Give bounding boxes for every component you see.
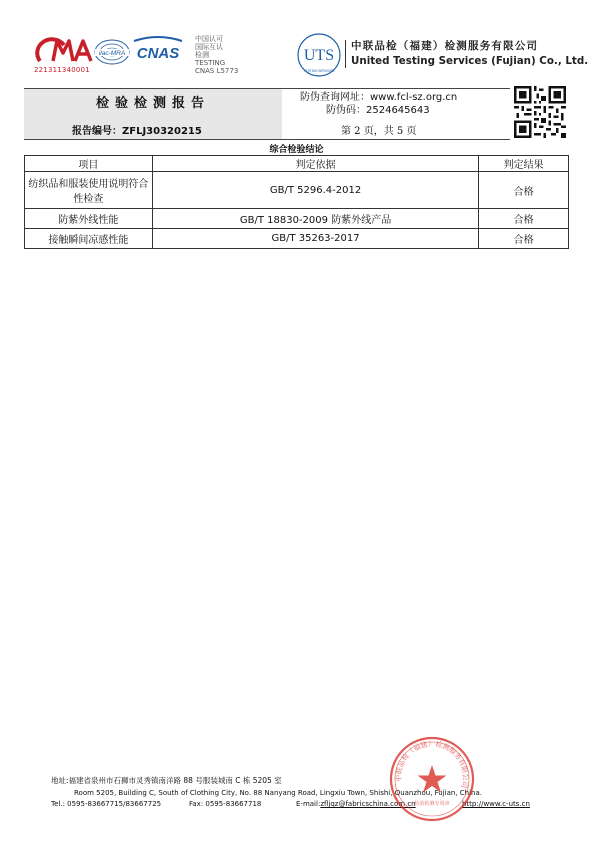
- verification-code: 防伪码：2524645643: [326, 105, 430, 116]
- svg-text:检验检测专用章: 检验检测专用章: [414, 801, 450, 807]
- footer-address-cn: 地址:福建省泉州市石狮市灵秀镇南洋路 88 号服装城南 C 栋 5205 室: [51, 776, 282, 785]
- footer-address-en: Room 5205, Building C, South of Clothing City, No. 88 Nanyang Road, Lingxiu Town, Shishi, Quanzhou, Fujian, China.: [74, 789, 483, 797]
- svg-text:ilac-MRA: ilac-MRA: [98, 50, 126, 57]
- ilac-mra-logo: [92, 37, 132, 67]
- cell-result: 合格: [479, 229, 569, 249]
- cnas-accreditation-text: 中国认可 国际互认 检测 TESTING CNAS L5773: [195, 35, 239, 75]
- cell-basis: GB/T 35263-2017: [152, 229, 479, 249]
- page-indicator: 第 2 页，共 5 页: [341, 126, 417, 137]
- company-name-en: United Testing Services (Fujian) Co., Ltd.: [351, 55, 589, 67]
- header-basis: 判定依据: [152, 156, 479, 172]
- svg-text:CNAS: CNAS: [136, 45, 180, 62]
- footer-tel: Tel.: 0595-83667715/83667725: [51, 800, 162, 808]
- table-row: [25, 209, 569, 229]
- report-title: 检验检测报告: [95, 96, 210, 111]
- cell-result: 合格: [479, 172, 569, 209]
- cell-basis: GB/T 5296.4-2012: [152, 172, 479, 209]
- cma-code: 221311340001: [34, 66, 90, 74]
- website-link[interactable]: http://www.c-uts.cn: [462, 800, 530, 808]
- cnas-logo: [130, 35, 186, 67]
- header-result: 判定结果: [479, 156, 569, 172]
- table-row: [25, 229, 569, 249]
- company-name-cn: 中联品检（福建）检测服务有限公司: [351, 40, 539, 52]
- cell-item: 防紫外线性能: [25, 209, 153, 229]
- header-divider: [345, 40, 346, 68]
- qr-code-icon: [514, 86, 566, 138]
- table-row: [25, 172, 569, 209]
- conclusion-title: 综合检验结论: [269, 145, 324, 155]
- conclusion-table: [24, 155, 569, 249]
- report-number: 报告编号：ZFLJ30320215: [72, 126, 202, 137]
- header-rule-bottom: [282, 139, 510, 140]
- footer-fax: Fax: 0595-83667718: [189, 800, 262, 808]
- table-header-row: [25, 156, 569, 172]
- uts-logo: [296, 32, 342, 78]
- cell-item: 接触瞬间凉感性能: [25, 229, 153, 249]
- email-link[interactable]: zfljqz@fabricschina.com.cn: [320, 800, 416, 808]
- svg-text:TESTING SERVICES: TESTING SERVICES: [303, 69, 335, 73]
- svg-text:中联品检（福建）检测服务有限公司: 中联品检（福建）检测服务有限公司: [394, 740, 470, 789]
- footer-email: E-mail:zfljqz@fabricschina.com.cn: [296, 800, 416, 808]
- verification-url: 防伪查询网址：www.fcl-sz.org.cn: [300, 92, 458, 103]
- svg-text:UTS: UTS: [303, 47, 335, 64]
- cell-item: 纺织品和服装使用说明符合性检查: [25, 172, 153, 209]
- cell-basis: GB/T 18830-2009 防紫外线产品: [152, 209, 479, 229]
- cell-result: 合格: [479, 209, 569, 229]
- company-seal-stamp: [388, 735, 476, 823]
- header-item: 项目: [25, 156, 153, 172]
- cma-logo: [34, 35, 94, 67]
